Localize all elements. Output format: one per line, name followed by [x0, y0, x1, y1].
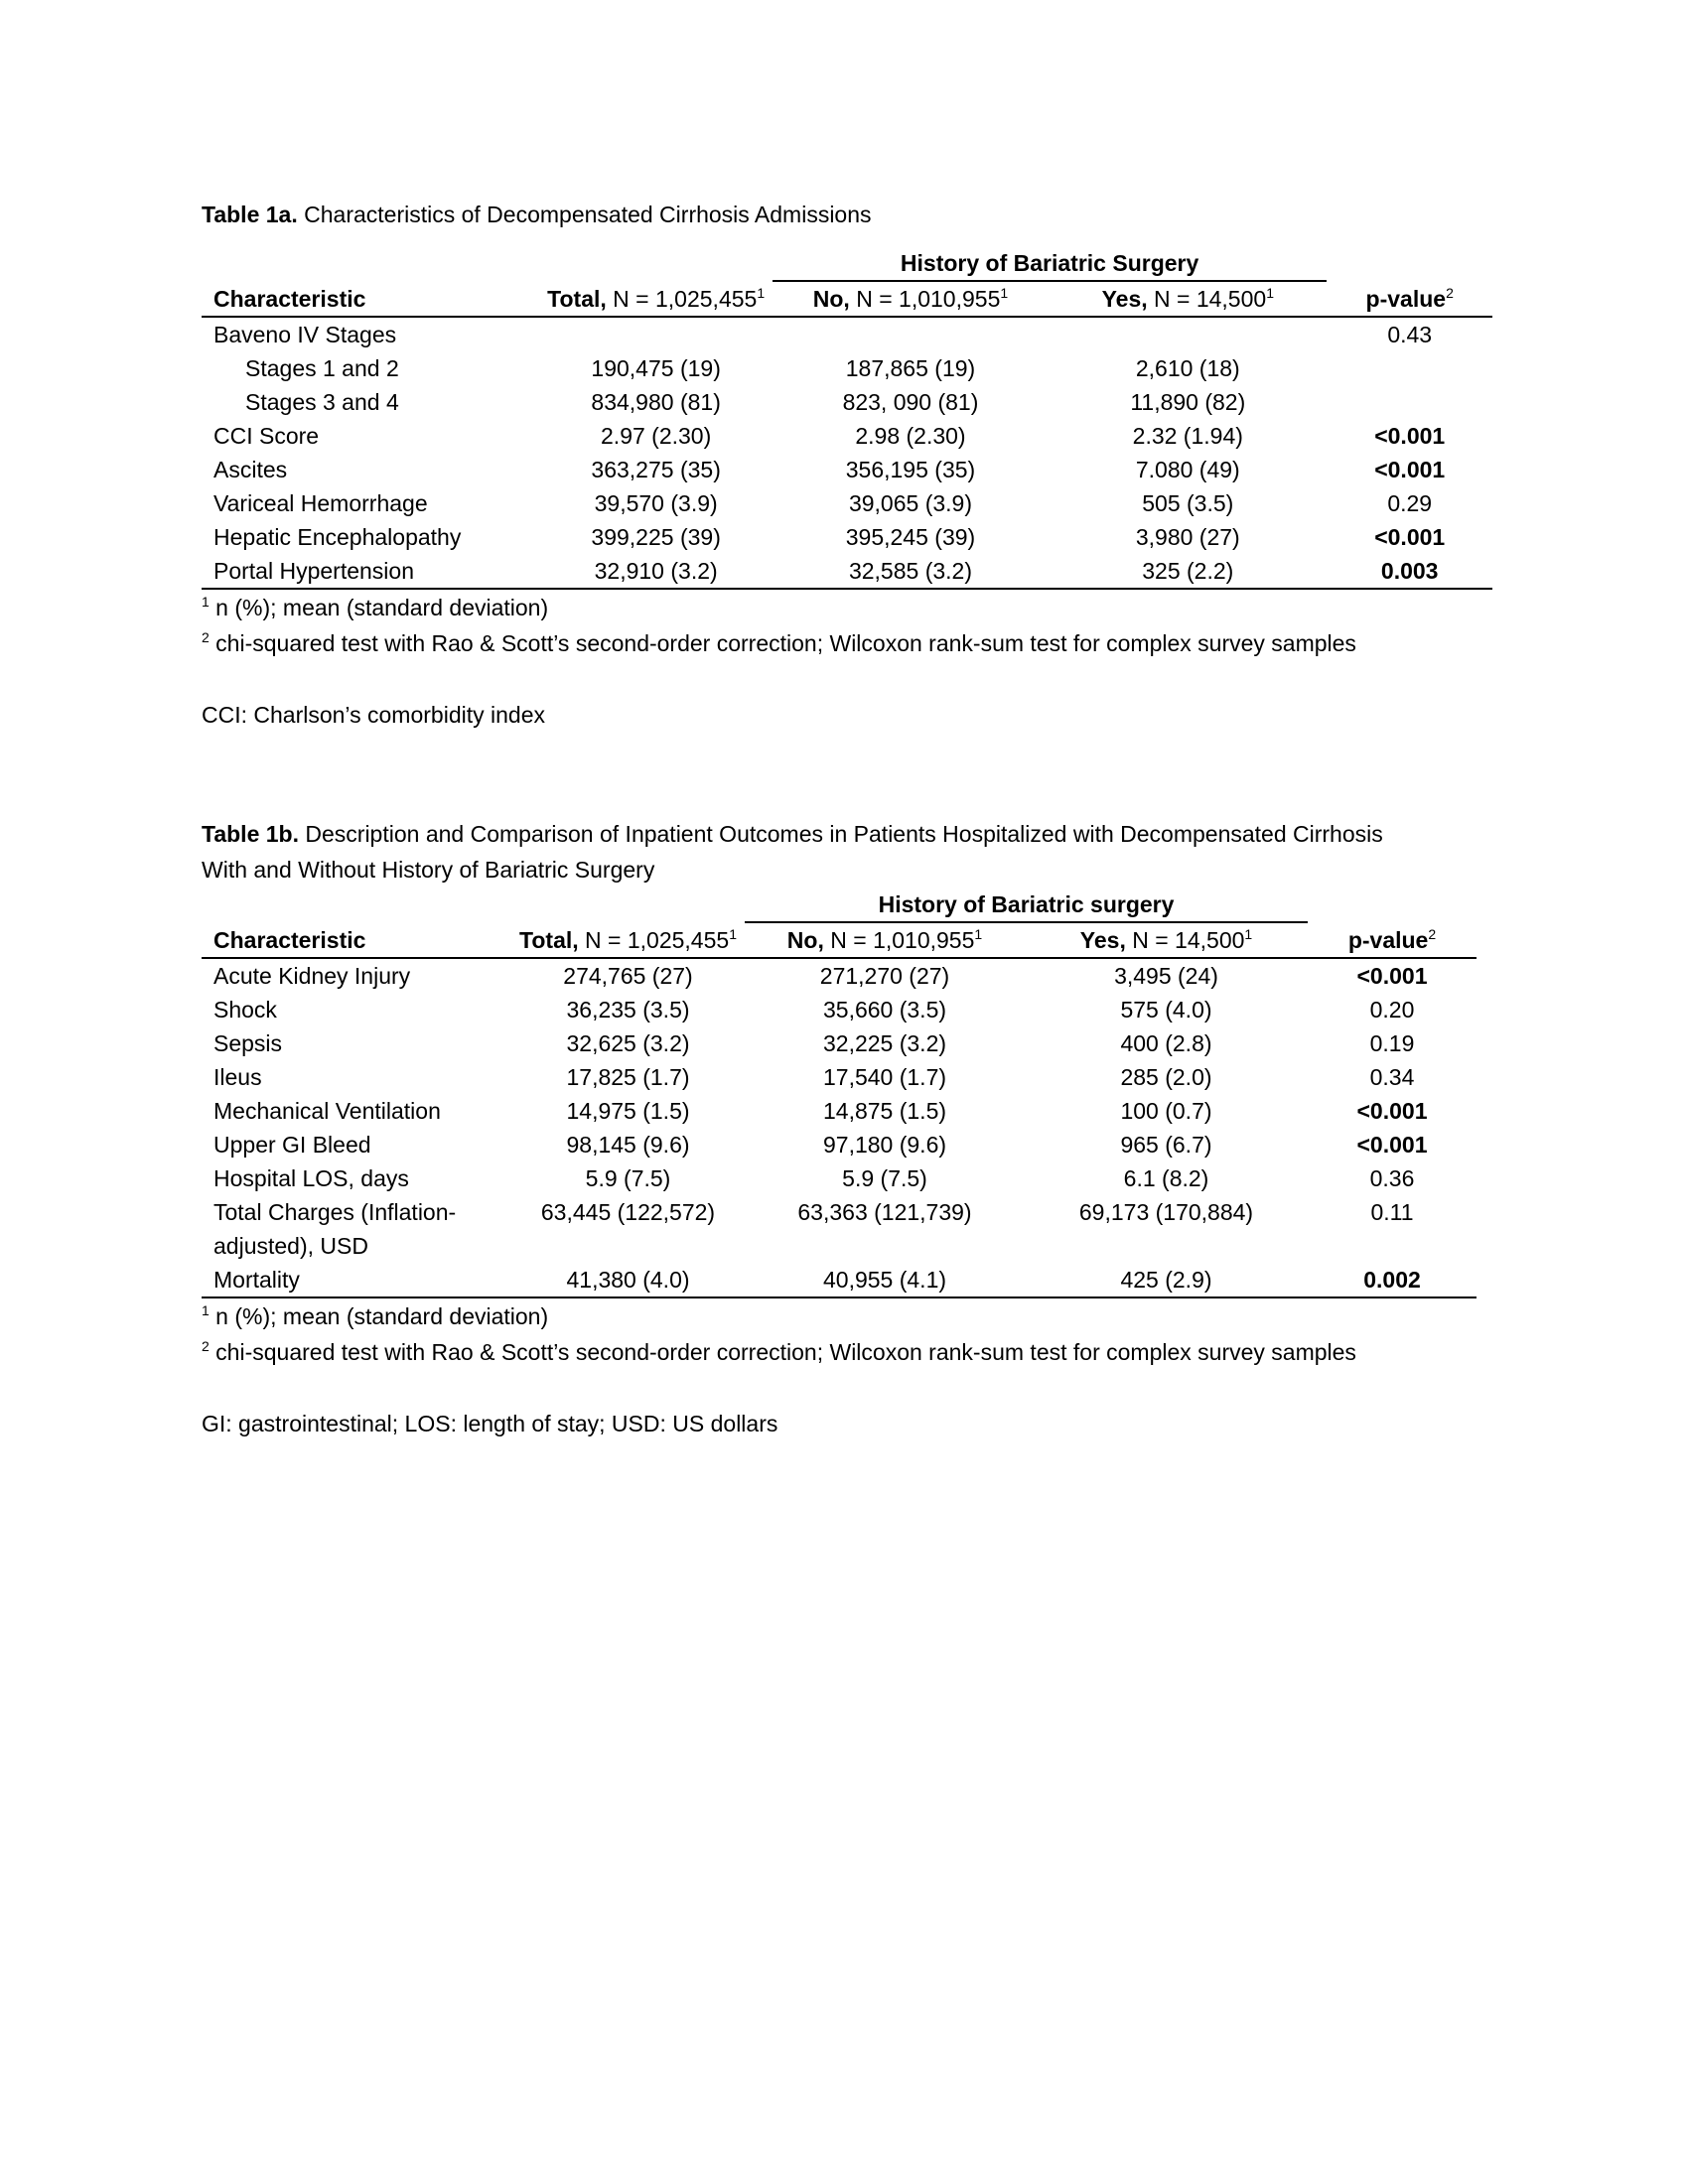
- table-1b-caption-label: Table 1b.: [202, 821, 299, 847]
- cell-total: 17,825 (1.7): [566, 1064, 690, 1090]
- cell-pvalue: [1327, 351, 1492, 385]
- cell-no: 17,540 (1.7): [822, 1064, 947, 1090]
- table-1a-caption-label: Table 1a.: [202, 202, 298, 227]
- cell-no: 395,245 (39): [845, 524, 976, 550]
- cell-pvalue: <0.001: [1374, 524, 1446, 550]
- header-pvalue: p-value$^2$: [1308, 922, 1477, 958]
- row-label: Total Charges (Inflation-adjusted), USD: [213, 1199, 457, 1259]
- cell-yes: 69,173 (170,884): [1078, 1199, 1254, 1225]
- cell-yes: 400 (2.8): [1120, 1030, 1212, 1056]
- row-label: Mortality: [202, 1263, 511, 1297]
- cell-pvalue: 0.34: [1369, 1064, 1415, 1090]
- table-1b-group-header-row: [202, 887, 1477, 922]
- header-characteristic: Characteristic: [202, 922, 511, 958]
- table-row: [202, 993, 1477, 1026]
- cell-pvalue: 0.20: [1369, 997, 1415, 1023]
- cell-no: 32,225 (3.2): [822, 1030, 947, 1056]
- table-row: [202, 1161, 1477, 1195]
- table-row: [202, 419, 1492, 453]
- cell-total: 14,975 (1.5): [566, 1098, 690, 1124]
- row-label: Upper GI Bleed: [213, 1132, 371, 1158]
- cell-total: 32,625 (3.2): [566, 1030, 690, 1056]
- table-row: [202, 958, 1477, 993]
- row-label: Variceal Hemorrhage: [213, 490, 428, 516]
- cell-no: 39,065 (3.9): [848, 490, 972, 516]
- cell-pvalue: 0.003: [1327, 554, 1492, 589]
- cell-yes: 2,610 (18): [1135, 355, 1240, 381]
- cell-total: 363,275 (35): [591, 457, 721, 482]
- cell-total: 98,145 (9.6): [566, 1132, 690, 1158]
- table-row: [202, 317, 1492, 351]
- cell-yes: 325 (2.2): [1049, 554, 1327, 589]
- cell-no: 2.98 (2.30): [855, 423, 966, 449]
- cell-yes: 3,980 (27): [1135, 524, 1240, 550]
- cell-no: 5.9 (7.5): [842, 1165, 927, 1191]
- table-row: [202, 453, 1492, 486]
- cell-yes: 505 (3.5): [1142, 490, 1234, 516]
- cell-no: 32,585 (3.2): [773, 554, 1049, 589]
- table-row: [202, 1094, 1477, 1128]
- table-1a-group-header: History of Bariatric Surgery: [773, 246, 1328, 281]
- cell-pvalue: <0.001: [1374, 423, 1446, 449]
- table-1a-footnote-2: $^2$ chi-squared test with Rao & Scott’s second-order correction; Wilcoxon rank-sum test for complex survey samples: [202, 629, 1356, 656]
- header-characteristic: Characteristic: [202, 281, 539, 317]
- row-label: Shock: [213, 997, 277, 1023]
- row-label: Hepatic Encephalopathy: [213, 524, 462, 550]
- cell-yes: 575 (4.0): [1120, 997, 1212, 1023]
- header-pvalue: p-value$^2$: [1327, 281, 1492, 317]
- table-1b-caption: [202, 816, 1393, 887]
- row-label: Portal Hypertension: [202, 554, 539, 589]
- cell-total: 63,445 (122,572): [540, 1199, 716, 1225]
- table-row: [202, 1195, 1477, 1263]
- row-label: Baveno IV Stages: [213, 322, 397, 347]
- table-row: [202, 385, 1492, 419]
- cell-no: [773, 317, 1049, 351]
- cell-pvalue: 0.43: [1387, 322, 1433, 347]
- cell-no: 35,660 (3.5): [822, 997, 947, 1023]
- table-row: [202, 1026, 1477, 1060]
- cell-yes: 285 (2.0): [1120, 1064, 1212, 1090]
- cell-total: 2.97 (2.30): [601, 423, 712, 449]
- cell-pvalue: <0.001: [1374, 457, 1446, 482]
- header-total: Total, $N = 1,025,455^1$: [539, 281, 772, 317]
- cell-yes: 7.080 (49): [1135, 457, 1240, 482]
- table-1a-section: [202, 197, 1492, 733]
- table-1a-header-row: [202, 281, 1492, 317]
- cell-no: 14,875 (1.5): [822, 1098, 947, 1124]
- table-1a-caption-text: Characteristics of Decompensated Cirrhosis Admissions: [297, 202, 872, 227]
- cell-no: 40,955 (4.1): [745, 1263, 1025, 1297]
- cell-yes: 11,890 (82): [1130, 389, 1246, 415]
- cell-pvalue: 0.29: [1387, 490, 1433, 516]
- table-row: [202, 486, 1492, 520]
- cell-no: 63,363 (121,739): [797, 1199, 972, 1225]
- cell-total: 36,235 (3.5): [566, 997, 690, 1023]
- cell-pvalue: <0.001: [1356, 1098, 1428, 1124]
- table-1a: [202, 246, 1492, 590]
- cell-yes: 100 (0.7): [1120, 1098, 1212, 1124]
- cell-total: 41,380 (4.0): [511, 1263, 745, 1297]
- cell-total: 834,980 (81): [591, 389, 721, 415]
- table-row: [202, 554, 1492, 589]
- cell-pvalue: <0.001: [1356, 963, 1428, 989]
- table-1b-caption-text: Description and Comparison of Inpatient Outcomes in Patients Hospitalized with Decompensated Cirrhosis With and Without History of Bariatric Surgery: [202, 821, 1383, 883]
- cell-no: 823, 090 (81): [842, 389, 979, 415]
- table-1b-footnote-1: $^1$ n (%); mean (standard deviation): [202, 1302, 549, 1329]
- cell-yes: 425 (2.9): [1025, 1263, 1308, 1297]
- cell-no: 356,195 (35): [845, 457, 976, 482]
- cell-no: 271,270 (27): [819, 963, 950, 989]
- header-yes: Yes, $N = 14,500^1$: [1049, 281, 1327, 317]
- cell-no: 187,865 (19): [845, 355, 976, 381]
- table-1a-caption: [202, 197, 1492, 232]
- cell-pvalue: 0.11: [1370, 1199, 1414, 1225]
- row-label: Hospital LOS, days: [213, 1165, 409, 1191]
- cell-yes: 965 (6.7): [1120, 1132, 1212, 1158]
- table-row: [202, 1263, 1477, 1297]
- cell-pvalue: [1327, 385, 1492, 419]
- table-1b: [202, 887, 1477, 1298]
- cell-yes: 2.32 (1.94): [1132, 423, 1243, 449]
- table-row: [202, 520, 1492, 554]
- cell-pvalue: <0.001: [1356, 1132, 1428, 1158]
- cell-pvalue: 0.36: [1369, 1165, 1415, 1191]
- table-1b-section: [202, 816, 1492, 1441]
- table-row: [202, 351, 1492, 385]
- cell-total: 39,570 (3.9): [594, 490, 718, 516]
- cell-total: 274,765 (27): [563, 963, 693, 989]
- cell-total: 32,910 (3.2): [539, 554, 772, 589]
- cell-no: 97,180 (9.6): [822, 1132, 947, 1158]
- row-label: Mechanical Ventilation: [213, 1098, 441, 1124]
- header-total: Total, $N = 1,025,455^1$: [511, 922, 745, 958]
- cell-yes: 3,495 (24): [1114, 963, 1218, 989]
- cell-total: 399,225 (39): [591, 524, 721, 550]
- header-no: No, $N = 1,010,955^1$: [745, 922, 1025, 958]
- table-row: [202, 1128, 1477, 1161]
- table-1a-footnote-1: $^1$ n (%); mean (standard deviation): [202, 594, 549, 620]
- row-label: Acute Kidney Injury: [213, 963, 411, 989]
- row-label: Ileus: [213, 1064, 262, 1090]
- row-label: Sepsis: [213, 1030, 283, 1056]
- cell-pvalue: 0.002: [1308, 1263, 1477, 1297]
- cell-total: [539, 317, 772, 351]
- table-1b-footnote-2: $^2$ chi-squared test with Rao & Scott’s second-order correction; Wilcoxon rank-sum test for complex survey samples: [202, 1338, 1356, 1365]
- header-yes: Yes, $N = 14,500^1$: [1025, 922, 1308, 958]
- table-1b-group-header: History of Bariatric surgery: [745, 887, 1308, 922]
- cell-total: 190,475 (19): [591, 355, 721, 381]
- row-label: CCI Score: [213, 423, 320, 449]
- table-1a-abbreviations: CCI: Charlson’s comorbidity index: [202, 702, 545, 728]
- row-label: Stages 1 and 2: [245, 355, 399, 381]
- table-row: [202, 1060, 1477, 1094]
- cell-yes: [1049, 317, 1327, 351]
- cell-pvalue: 0.19: [1369, 1030, 1415, 1056]
- cell-total: 5.9 (7.5): [585, 1165, 671, 1191]
- cell-yes: 6.1 (8.2): [1123, 1165, 1209, 1191]
- table-1a-group-header-row: [202, 246, 1492, 281]
- table-1b-abbreviations: GI: gastrointestinal; LOS: length of stay; USD: US dollars: [202, 1411, 778, 1436]
- row-label: Stages 3 and 4: [245, 389, 399, 415]
- header-no: No, $N = 1,010,955^1$: [773, 281, 1049, 317]
- row-label: Ascites: [213, 457, 288, 482]
- table-1b-header-row: [202, 922, 1477, 958]
